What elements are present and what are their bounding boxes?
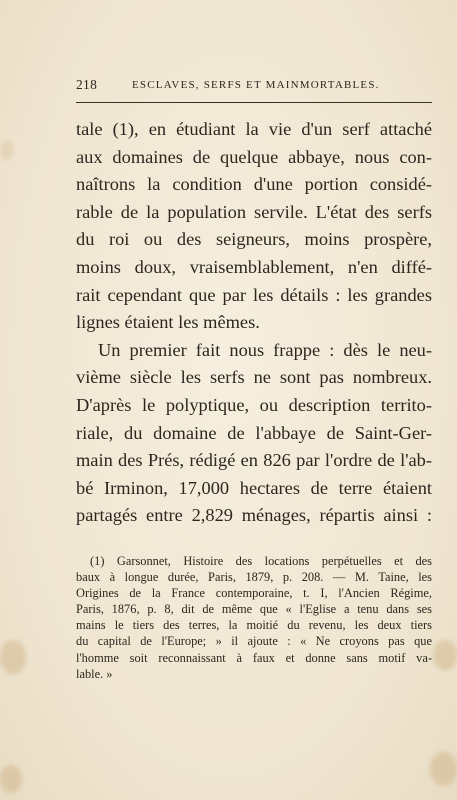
header-rule	[76, 102, 432, 103]
page-number: 218	[76, 77, 98, 92]
running-header	[76, 77, 432, 97]
text-line: D'après le polyptique, ou description territo-	[76, 394, 432, 415]
text-line: vième siècle les serfs ne sont pas nombreux.	[76, 367, 432, 388]
footnote-line: mains le tiers des terres, la moitié du revenu, les deux tiers	[76, 618, 432, 633]
text-line: naîtrons la condition d'une portion considé-	[76, 174, 432, 195]
footnote-line: (1) Garsonnet, Histoire des locations perpétuelles et des	[90, 554, 432, 568]
paper-stain	[0, 765, 22, 793]
paper-stain	[430, 752, 457, 786]
text-line: riale, du domaine de l'abbaye de Saint-Ger-	[76, 422, 432, 443]
text-line: moins doux, vraisemblablement, n'en diffé-	[76, 256, 432, 277]
text-line: rable de la population servile. L'état des serfs	[76, 201, 432, 222]
text-line: bé Irminon, 17,000 hectares de terre étaient	[76, 477, 432, 498]
paper-stain	[0, 640, 26, 674]
text-line: lignes étaient les mêmes.	[76, 312, 260, 333]
footnote-line: lable. »	[76, 666, 113, 681]
text-line: main des Prés, rédigé en 826 par l'ordre de l'ab-	[76, 450, 432, 471]
paper-stain	[0, 140, 14, 160]
footnote-line: Origines de la France contemporaine, t. I, l'Ancien Régime,	[76, 586, 432, 601]
footnote-line: du capital de l'Europe; » il ajoute : « Ne croyons pas que	[76, 634, 432, 649]
text-line: rait cependant que par les détails : les grandes	[76, 284, 432, 305]
text-line: du roi ou des seigneurs, moins prospère,	[76, 229, 432, 250]
body-text	[76, 116, 432, 530]
footnote-line: Paris, 1876, p. 8, dit de même que « l'Eglise a tenu dans ses	[76, 602, 432, 617]
footnote-line: baux à longue durée, Paris, 1879, p. 208. — M. Taine, les	[76, 570, 432, 585]
paper-stain	[433, 640, 457, 670]
text-line: Un premier fait nous frappe : dès le neu-	[98, 339, 432, 360]
text-line: aux domaines de quelque abbaye, nous con-	[76, 146, 432, 167]
text-line: tale (1), en étudiant la vie d'un serf attaché	[76, 119, 432, 139]
running-title: ESCLAVES, SERFS ET MAINMORTABLES.	[132, 79, 380, 91]
footnote-line: l'homme soit reconnaissant à faux et donne sans motif va-	[76, 650, 432, 665]
footnote	[76, 553, 432, 682]
text-line: partagés entre 2,829 ménages, répartis ainsi :	[76, 505, 432, 526]
